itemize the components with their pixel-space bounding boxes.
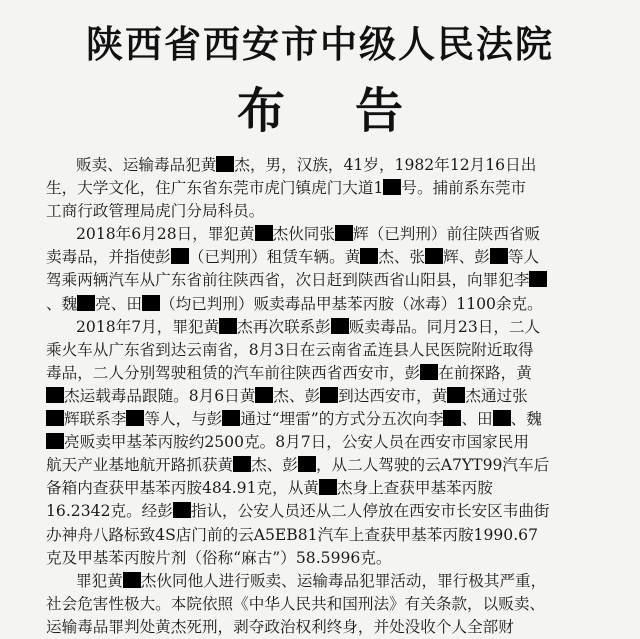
text-line: [46, 154, 624, 177]
redaction-block: [490, 248, 508, 264]
redaction-block: [383, 179, 401, 195]
paragraph: [46, 316, 624, 570]
text-segment: 驾乘两辆汽车从广东省前往陕西省，次日赶到陕西省山阳县，向罪犯李: [46, 271, 530, 290]
text-segment: 毒品，二人分别驾驶租赁的汽车前往陕西省西安市，彭: [46, 363, 421, 382]
text-segment: 16.2342克。经彭: [46, 502, 173, 521]
text-segment: 杰伙同他人进行贩卖、运输毒品犯罪活动，罪行极其严重，: [140, 571, 547, 590]
court-title: 陕西省西安市中级人民法院: [86, 23, 554, 66]
redaction-block: [335, 225, 353, 241]
redaction-block: [123, 572, 141, 588]
text-segment: 2018年7月，罪犯黄: [76, 317, 220, 336]
text-segment: 办神舟八路标致4S店门前的云A5EB81汽车上查获甲基苯丙胺1990.67: [46, 525, 539, 544]
text-segment: 航天产业基地航开路抓获黄: [46, 456, 234, 475]
text-line: [46, 454, 624, 477]
redaction-block: [331, 318, 349, 334]
text-segment: 贩卖毒品。同月23日，二人: [348, 317, 541, 336]
paragraph: [46, 154, 624, 223]
redaction-block: [425, 248, 443, 264]
text-segment: 贩卖、运输毒品犯黄: [76, 156, 217, 174]
text-segment: 辉、彭: [443, 248, 490, 267]
text-segment: 克及甲基苯丙胺片剂（俗称“麻古”）58.5996克。: [46, 548, 392, 567]
text-segment: 、魏: [510, 410, 542, 429]
text-segment: 在前探路，黄: [438, 363, 532, 382]
text-line: [46, 269, 624, 292]
text-segment: 杰再次联系彭: [237, 317, 331, 336]
text-line: [46, 500, 624, 523]
redaction-block: [447, 387, 465, 403]
text-segment: 杰身上查获甲基苯丙胺: [336, 479, 493, 498]
text-line: [46, 431, 624, 454]
text-segment: ，从二人驾驶的云A7YT99汽车后: [315, 456, 550, 475]
text-segment: 指认，公安人员还从二人停放在西安市长安区韦曲街: [190, 502, 550, 521]
text-line: [46, 223, 624, 246]
redaction-block: [173, 502, 191, 518]
text-segment: 杰通过张: [465, 386, 528, 405]
redaction-block: [255, 387, 273, 403]
text-segment: 、魏: [46, 294, 78, 313]
redaction-block: [420, 364, 438, 380]
text-segment: 罪犯黄: [76, 571, 123, 590]
text-segment: 卖毒品，并指使彭: [46, 248, 171, 267]
text-segment: 运输毒品罪判处黄杰死刑，剥夺政治权利终身，并处没收个人全部财: [46, 617, 514, 636]
text-segment: 社会危害性极大。本院依照《中华人民共和国刑法》有关条款，以贩卖、: [46, 594, 546, 613]
paragraph: [46, 570, 624, 639]
redaction-block: [529, 271, 547, 287]
redaction-block: [320, 387, 338, 403]
text-line: [46, 293, 624, 316]
text-line: [46, 616, 624, 639]
notice-title: 布告: [236, 83, 473, 139]
text-segment: 杰、彭: [273, 386, 321, 405]
text-segment: （已判刑）租赁车辆。黄: [188, 248, 361, 267]
redaction-block: [443, 410, 461, 426]
redaction-block: [219, 318, 237, 334]
text-segment: 乘火车从广东省到达云南省，8月3日在云南省孟连县人民医院附近取得: [46, 340, 534, 359]
paragraph: [46, 223, 624, 315]
text-segment: 生，大学文化，住广东省东莞市虎门镇虎门大道1: [46, 179, 384, 198]
text-segment: 亮、田: [95, 294, 142, 313]
redaction-block: [493, 410, 511, 426]
text-line: [46, 570, 624, 593]
text-segment: 杰伙同张: [272, 225, 335, 244]
text-segment: 辉（已判刑）前往陕西省贩: [353, 225, 541, 244]
text-segment: 等人，与彭: [144, 410, 223, 429]
text-segment: 通过“埋雷”的方式分五次向李: [240, 410, 444, 429]
text-segment: （均已判刑）贩卖毒品甲基苯丙胺（冰毒）1100余克。: [160, 294, 543, 313]
redaction-block: [126, 410, 144, 426]
text-segment: 杰，男，汉族，41岁，1982年12月16日出: [234, 156, 537, 174]
text-segment: 到达西安市，黄: [338, 386, 448, 405]
redaction-block: [319, 479, 337, 495]
text-line: [46, 339, 624, 362]
text-segment: 杰、张: [378, 248, 426, 267]
text-segment: 、田: [461, 410, 493, 429]
text-line: [46, 547, 624, 570]
redaction-block: [255, 225, 273, 241]
text-segment: 号。捕前系东莞市: [401, 179, 527, 198]
redaction-block: [360, 248, 378, 264]
notice-body: [46, 154, 624, 639]
text-segment: 亮贩卖甲基苯丙胺约2500克。8月7日，公安人员在西安市国家民用: [64, 433, 529, 452]
text-segment: 杰运载毒品跟随。8月6日黄: [64, 386, 256, 405]
redaction-block: [216, 156, 234, 172]
redaction-block: [46, 387, 64, 403]
text-segment: 2018年6月28日，罪犯黄: [76, 225, 255, 244]
redaction-block: [77, 295, 95, 311]
redaction-block: [171, 248, 189, 264]
redaction-block: [46, 433, 64, 449]
redaction-block: [298, 456, 316, 472]
redaction-block: [142, 295, 160, 311]
text-segment: 杰、彭: [251, 456, 298, 475]
text-line: [46, 385, 624, 408]
text-line: [46, 200, 624, 223]
text-segment: 等人: [507, 248, 540, 267]
text-segment: 备箱内查获甲基苯丙胺484.91克，从黄: [46, 479, 319, 498]
text-line: [46, 477, 624, 500]
redaction-block: [233, 456, 251, 472]
text-line: [46, 524, 624, 547]
redaction-block: [46, 410, 64, 426]
text-line: [46, 316, 624, 339]
text-line: [46, 593, 624, 616]
text-line: [46, 362, 624, 385]
text-line: [46, 246, 624, 269]
text-segment: 辉联系李: [64, 410, 127, 429]
text-line: [46, 177, 624, 200]
text-line: [46, 408, 624, 431]
text-segment: 工商行政管理局虎门分局科员。: [46, 202, 265, 221]
redaction-block: [222, 410, 240, 426]
